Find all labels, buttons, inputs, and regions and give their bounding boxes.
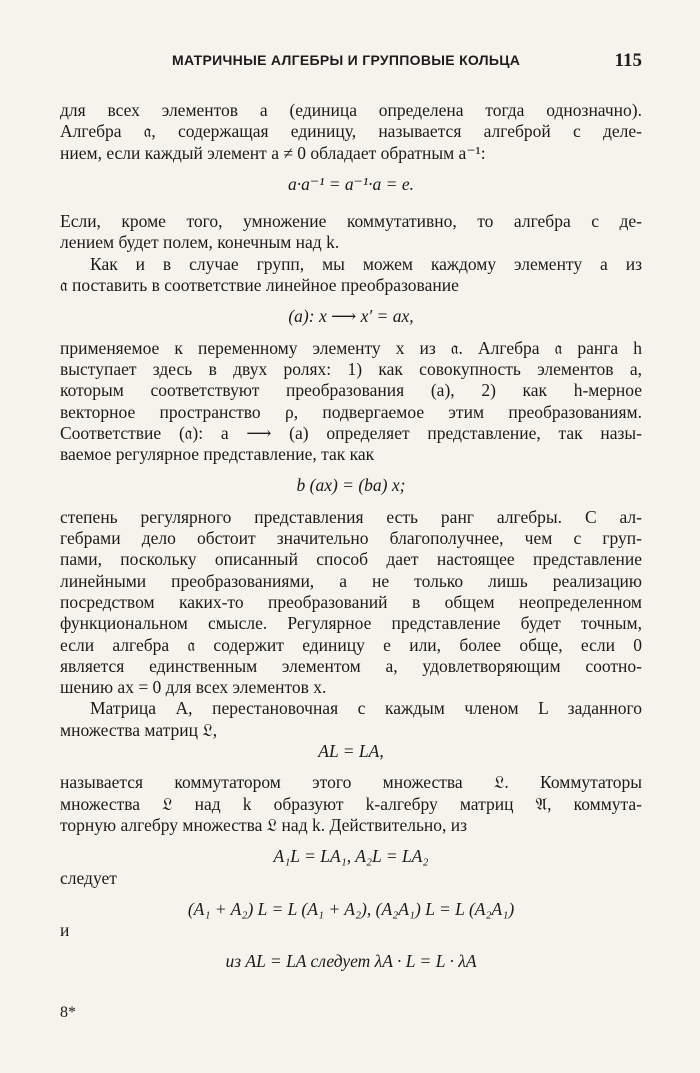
text-line: Алгебра 𝔞, содержащая единицу, называется алгеброй с деле- [60,121,642,142]
text-line: множества 𝔏 над k образуют k-алгебру матриц 𝔄, коммута- [60,793,642,814]
text-line: следует [60,867,117,888]
page-body [60,100,642,973]
formula-sum-product: (A₁ + A₂) L = L (A₁ + A₂), (A₂A₁) L = L (A₂A₁) [187,898,515,919]
text-line: применяемое к переменному элементу x из 𝔞. Алгебра 𝔞 ранга h [60,337,642,358]
text-line: множества матриц 𝔏, [60,719,218,740]
formula-commute: AL = LA, [318,741,384,762]
text-line: 𝔞 поставить в соответствие линейное преобразование [60,275,459,296]
text-line: Соответствие (𝔞): a ⟶ (a) определяет представление, так назы- [60,422,642,443]
text-line: степень регулярного представления есть ранг алгебры. С ал- [60,506,642,527]
text-line: векторное пространство ρ, подвергаемое этим преобразованиям. [60,401,642,422]
text-line: посредством каких-то преобразований в общем неопределенном [60,591,642,612]
formula-inverse: a·a⁻¹ = a⁻¹·a = e. [288,173,414,194]
text-line: лением будет полем, конечным над k. [60,232,340,253]
page-header [60,52,642,80]
text-line: Если, кроме того, умножение коммутативно, то алгебра с де- [60,211,642,232]
formula-regular: b (ax) = (ba) x; [296,475,406,496]
text-line: выступает здесь в двух ролях: 1) как совокупность элементов a, [60,358,642,379]
text-line: Как и в случае групп, мы можем каждому элементу a из [90,253,642,274]
text-line: ваемое регулярное представление, так как [60,444,375,465]
signature-mark: 8* [60,1004,76,1021]
text-line: линейными преобразованиями, а не только лишь реализацию [60,570,642,591]
formula-transformation: (a): x ⟶ x′ = ax, [288,306,414,327]
text-line: гебрами дело обстоит значительно благополучнее, чем с груп- [60,528,642,549]
text-line: которым соответствуют преобразования (a), 2) как h-мерное [60,380,642,401]
text-line: пами, поскольку описанный способ дает настоящее представление [60,549,642,570]
running-title: МАТРИЧНЫЕ АЛГЕБРЫ И ГРУППОВЫЕ КОЛЬЦА [172,52,521,68]
text-line: называется коммутатором этого множества 𝔏. Коммутаторы [60,772,642,793]
text-line: функциональном смысле. Регулярное представление будет точным, [60,613,642,634]
formula-pair: A₁L = LA₁, A₂L = LA₂ [273,846,429,867]
text-line: для всех элементов a (единица определена тогда однозначно). [60,100,642,120]
text-line: если алгебра 𝔞 содержит единицу e или, более обще, если 0 [60,634,642,655]
formula-scalar: из AL = LA следует λA · L = L · λA [225,951,477,972]
text-line: и [60,920,70,941]
page-number: 115 [614,50,642,71]
text-line: является единственным элементом a, удовлетворяющим соотно- [60,655,642,676]
text-line: торную алгебру множества 𝔏 над k. Действительно, из [60,814,468,835]
text-line: нием, если каждый элемент a ≠ 0 обладает обратным a⁻¹: [60,142,486,163]
text-line: Матрица A, перестановочная с каждым членом L заданного [90,698,642,719]
text-line: шению ax = 0 для всех элементов x. [60,677,327,698]
